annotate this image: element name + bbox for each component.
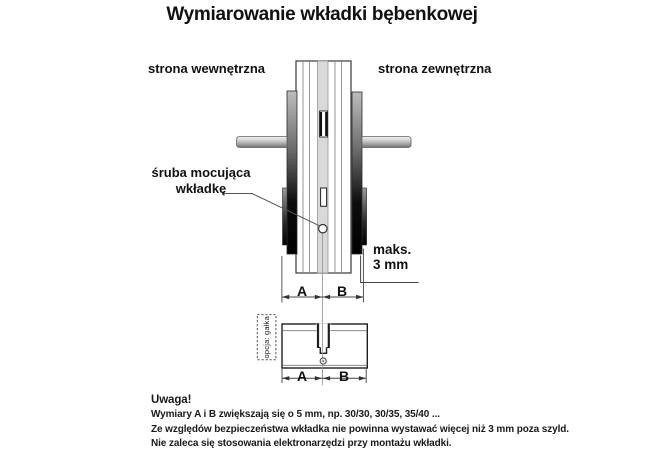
dim-b-upper: B <box>336 283 348 299</box>
label-outer-side: strona zewnętrzna <box>378 61 492 76</box>
warning-line: Nie zaleca się stosowania elektronarzędzi przy montażu wkładki. <box>151 438 452 450</box>
warning-line: Ze względów bezpieczeństwa wkładka nie powinna wystawać więcej niż 3 mm poza szyld. <box>151 423 569 435</box>
handle-bar-inner <box>237 137 287 148</box>
label-max-protrusion <box>373 243 411 272</box>
label-mounting-screw <box>140 165 262 196</box>
label-mounting-screw-line2: wkładkę <box>175 180 227 196</box>
label-max-line2: 3 mm <box>373 256 409 272</box>
label-mounting-screw-line1: śruba mocująca <box>151 165 251 180</box>
label-inner-side: strona wewnętrzna <box>148 61 266 76</box>
label-knob-option: opcja: gałka <box>262 315 271 359</box>
warning-line: Wymiary A i B zwiększają się o 5 mm, np. 30/30, 30/35, 35/40 ... <box>151 409 440 421</box>
cylinder-protrusion-outer <box>362 188 367 245</box>
label-max-line1: maks. <box>373 242 412 257</box>
dim-b-lower: B <box>338 368 350 384</box>
warning-heading: Uwaga! <box>151 394 192 406</box>
warning-note <box>151 393 643 450</box>
inner-escutcheon <box>287 91 297 254</box>
outer-escutcheon <box>352 92 362 254</box>
cam-notch <box>316 323 330 353</box>
page-title: Wymiarowanie wkładki bębenkowej <box>166 4 478 25</box>
cylinder-screw-hole <box>320 358 326 364</box>
fixing-screw <box>319 225 327 233</box>
handle-bar-outer <box>362 137 411 148</box>
keyway <box>321 188 327 206</box>
dim-a-lower: A <box>296 368 308 384</box>
dim-a-upper: A <box>296 283 308 299</box>
handle-follower <box>320 111 328 137</box>
cylinder-protrusion-inner <box>283 188 288 245</box>
